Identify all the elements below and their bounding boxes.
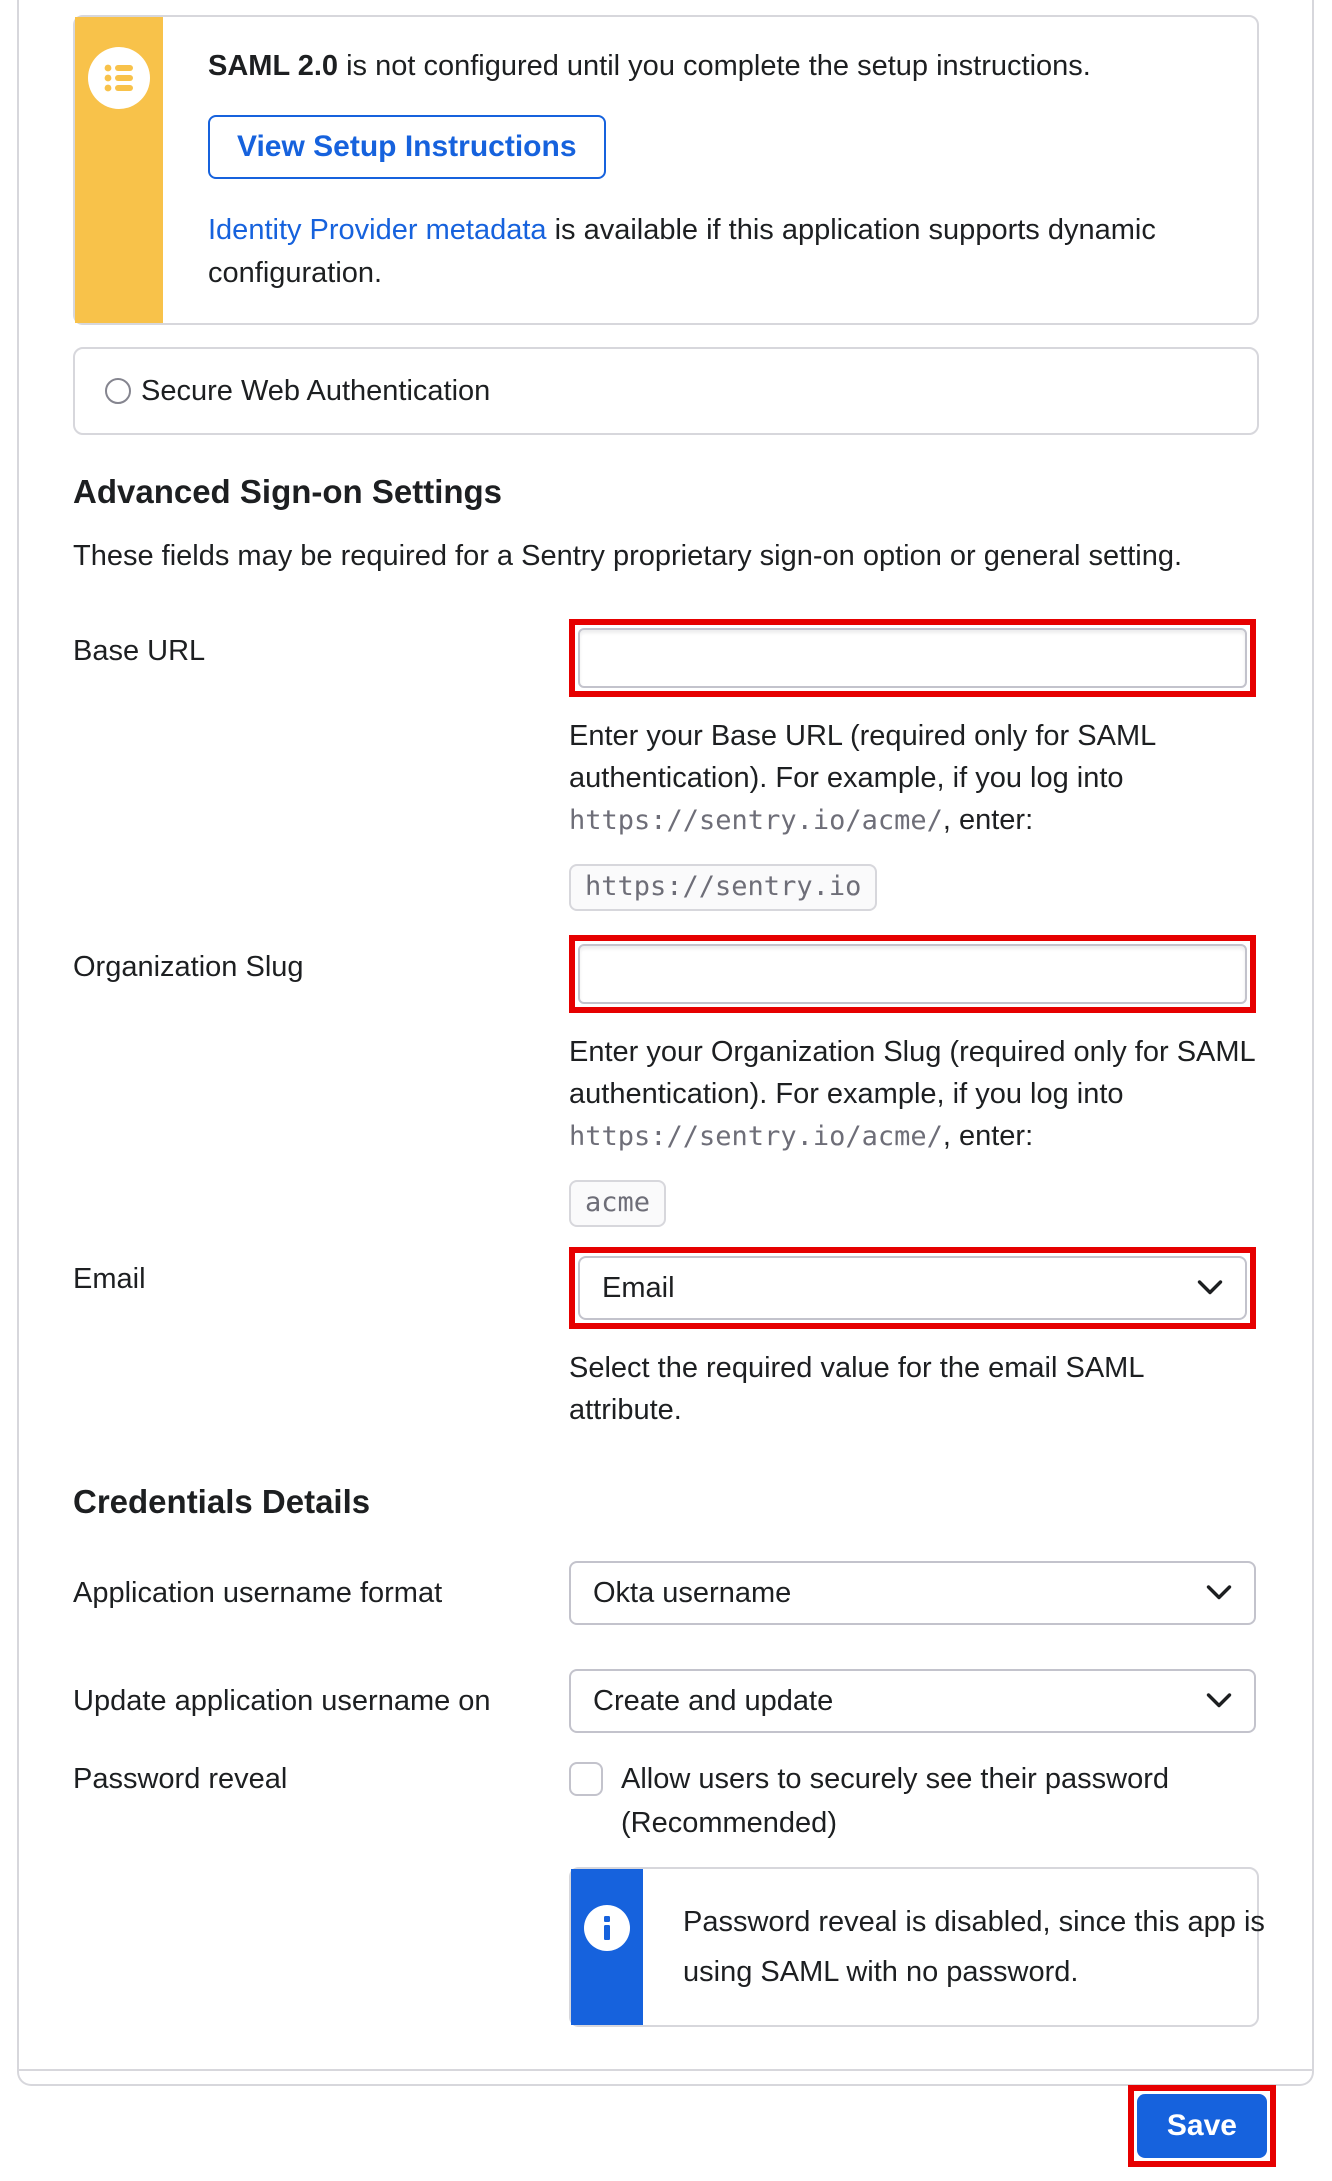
email-row (73, 1247, 1256, 1431)
update-username-row (73, 1669, 1256, 1733)
base-url-help-after-code: , enter: (942, 804, 1034, 836)
app-username-format-select[interactable] (569, 1561, 1256, 1625)
org-slug-help-after-code: , enter: (942, 1120, 1034, 1152)
settings-panel (17, 0, 1314, 2142)
base-url-input[interactable] (578, 628, 1247, 688)
banner-message-rest: is not configured until you complete the setup instructions. (338, 50, 1091, 82)
org-slug-help-line1: Enter your Organization Slug (required only for SAML (569, 1036, 1256, 1068)
info-banner-text (643, 1869, 1289, 2025)
email-help: Select the required value for the email SAML attribute. (569, 1352, 1144, 1426)
app-username-format-label: Application username format (73, 1577, 443, 1609)
base-url-label: Base URL (73, 635, 206, 667)
credentials-details-heading: Credentials Details (73, 1483, 371, 1520)
info-icon (584, 1905, 630, 1951)
info-stripe (571, 1869, 643, 2025)
password-reveal-checkbox-group (569, 1757, 1259, 1845)
org-slug-help-line2: authentication). For example, if you log into (569, 1078, 1124, 1110)
identity-provider-metadata-link[interactable]: Identity Provider metadata (208, 214, 547, 246)
app-username-format-value: Okta username (593, 1576, 792, 1609)
warning-stripe (75, 17, 163, 323)
annotation-highlight-org-slug (569, 935, 1256, 1013)
list-icon (88, 47, 150, 109)
banner-message (208, 47, 1156, 85)
app-username-format-row (73, 1561, 1256, 1625)
password-reveal-checkbox-label (621, 1757, 1169, 1845)
advanced-signon-heading: Advanced Sign-on Settings (73, 473, 503, 510)
base-url-help-line2: authentication). For example, if you log into (569, 762, 1124, 794)
saml-warning-banner (73, 15, 1259, 325)
base-url-example-chip: https://sentry.io (569, 864, 877, 911)
update-username-value: Create and update (593, 1684, 834, 1717)
advanced-signon-description: These fields may be required for a Sentry proprietary sign-on option or general setting. (73, 540, 1183, 572)
password-reveal-checkbox-line2: (Recommended) (621, 1807, 837, 1839)
swa-option-card[interactable] (73, 347, 1259, 435)
email-label: Email (73, 1263, 146, 1295)
idp-metadata-line2: configuration. (208, 257, 383, 289)
swa-radio-label: Secure Web Authentication (141, 374, 491, 407)
annotation-highlight-save (1128, 2085, 1276, 2167)
save-button[interactable]: Save (1137, 2094, 1267, 2158)
org-slug-row (73, 935, 1256, 1227)
password-reveal-row (73, 1757, 1265, 2027)
banner-message-strong: SAML 2.0 (208, 50, 339, 82)
base-url-help (569, 715, 1256, 842)
chevron-down-icon (1206, 1693, 1232, 1710)
base-url-row (73, 619, 1256, 911)
idp-metadata-text (208, 209, 1156, 295)
annotation-highlight-email (569, 1247, 1256, 1329)
org-slug-help (569, 1031, 1256, 1158)
base-url-help-line1: Enter your Base URL (required only for SAML (569, 720, 1157, 752)
update-username-label: Update application username on (73, 1685, 491, 1717)
idp-metadata-line1-rest: is available if this application supports dynamic (546, 214, 1156, 246)
chevron-down-icon (1197, 1280, 1223, 1297)
org-slug-label: Organization Slug (73, 951, 304, 983)
annotation-highlight-base-url (569, 619, 1256, 697)
password-reveal-info-banner (569, 1867, 1265, 2027)
password-reveal-checkbox-line1: Allow users to securely see their password (621, 1763, 1170, 1795)
footer-bar (19, 2071, 1312, 2181)
org-slug-example-chip: acme (569, 1180, 666, 1227)
chevron-down-icon (1206, 1585, 1232, 1602)
email-select-value: Email (602, 1271, 675, 1304)
update-username-select[interactable] (569, 1669, 1256, 1733)
password-reveal-checkbox[interactable] (569, 1762, 603, 1796)
banner-body (163, 17, 1196, 323)
email-select[interactable] (578, 1256, 1247, 1320)
org-slug-help-code: https://sentry.io/acme/ (569, 1121, 943, 1152)
info-banner-line2: using SAML with no password. (683, 1956, 1079, 1988)
password-reveal-label: Password reveal (73, 1763, 288, 1795)
swa-radio-button[interactable] (105, 378, 131, 404)
view-setup-instructions-button[interactable]: View Setup Instructions (208, 115, 606, 179)
info-banner-line1: Password reveal is disabled, since this app is (683, 1906, 1265, 1938)
base-url-help-code: https://sentry.io/acme/ (569, 805, 943, 836)
org-slug-input[interactable] (578, 944, 1247, 1004)
